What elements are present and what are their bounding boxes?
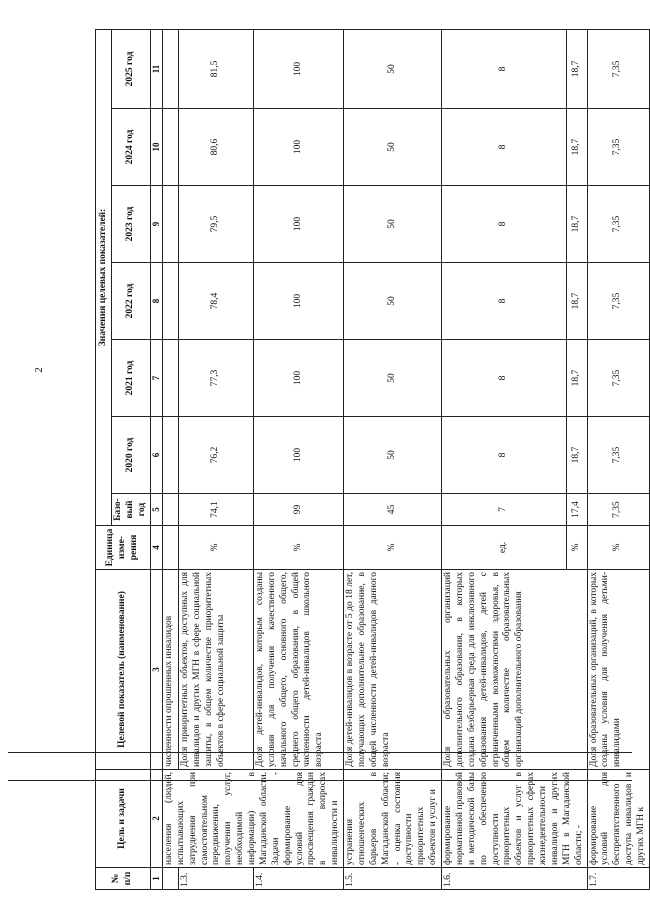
unit-cell: % (179, 526, 254, 570)
indicator-cell: Доля детей-инвалидов, которым созданы условия для получения качественного начального общего, основного общего, среднего общего образования, в общей численности детей-инвалидов школьного возраста (253, 570, 343, 770)
year-value: 76,2 (179, 417, 254, 494)
year-value: 7,35 (587, 340, 649, 417)
base-value: 7,35 (587, 494, 649, 526)
year-value (162, 109, 178, 186)
year-value: 100 (253, 29, 343, 108)
goal-cell: устранения отношенческих барьеров в Магаданской области; - оценка состояния доступности приоритетных объектов и услуг и (344, 770, 442, 868)
year-value: 50 (344, 417, 442, 494)
year-value: 8 (442, 109, 567, 186)
year-value: 18,7 (567, 186, 587, 263)
row-number: 1.7. (587, 868, 649, 890)
unit-cell: % (344, 526, 442, 570)
rotated-table-wrapper (95, 30, 646, 890)
year-value: 50 (344, 29, 442, 108)
year-value: 8 (442, 29, 567, 108)
header-goal: Цель и задачи (96, 770, 151, 868)
year-value: 80,6 (179, 109, 254, 186)
year-value (162, 340, 178, 417)
unit-cell: ед. (442, 526, 567, 570)
year-value: 81,5 (179, 29, 254, 108)
year-value: 50 (344, 186, 442, 263)
unit-cell (162, 526, 178, 570)
year-value (162, 186, 178, 263)
year-value: 50 (344, 263, 442, 340)
year-value (162, 29, 178, 108)
header-year: 2021 год (112, 340, 151, 417)
goal-cell: формирование условий для беспрепятственного доступа инвалидов и других МГН к (587, 770, 649, 868)
header-indicator: Целевой показатель (наименование) (96, 570, 151, 770)
table-row (253, 29, 343, 889)
indicator-cell: Доля образовательных организаций дополнительного образования, в которых создана безбарьерная среда для инклюзивного образования детей-инвалидов, детей с ограниченными возможностями здоровья, в общем количестве образовательных организаций дополнительного образования (442, 570, 588, 770)
col-number: 11 (150, 29, 162, 108)
unit-cell: % (567, 526, 587, 570)
year-value: 18,7 (567, 340, 587, 417)
header-number: № п/п (96, 868, 151, 890)
header-unit: Единица изме-рения (96, 526, 151, 570)
base-value (162, 494, 178, 526)
base-value: 74,1 (179, 494, 254, 526)
row-number: 1.3. (179, 868, 254, 890)
year-value: 100 (253, 186, 343, 263)
year-value: 8 (442, 263, 567, 340)
row-number: 1.4. (253, 868, 343, 890)
unit-cell: % (587, 526, 649, 570)
year-value: 7,35 (587, 186, 649, 263)
goal-cell: населения (людей, испытывающих затруднения при самостоятельном передвижении, получении услуг, необходимой информации) в Магаданской области. Задачи - формирование условий для просвещения граждан в вопросах инвалидности и (162, 770, 343, 868)
table-row (162, 29, 178, 889)
table-row (442, 29, 567, 889)
header-base-year: Базо-вый год (112, 494, 151, 526)
col-number: 4 (150, 526, 162, 570)
year-value: 8 (442, 417, 567, 494)
year-value: 78,4 (179, 263, 254, 340)
header-year: 2022 год (112, 263, 151, 340)
year-value: 7,35 (587, 109, 649, 186)
year-value: 100 (253, 417, 343, 494)
header-values-group: Значения целевых показателей: (96, 29, 112, 525)
indicator-cell: Доля детей-инвалидов в возрасте от 5 до 18 лет, получающих дополнительное образование, в общей численности детей-инвалидов данного возраста (344, 570, 442, 770)
base-value: 7 (442, 494, 567, 526)
col-number: 10 (150, 109, 162, 186)
year-value: 8 (442, 340, 567, 417)
year-value (162, 417, 178, 494)
year-value: 7,35 (587, 417, 649, 494)
col-number: 8 (150, 263, 162, 340)
year-value: 100 (253, 340, 343, 417)
unit-cell: % (253, 526, 343, 570)
table-row (587, 29, 649, 889)
header-year: 2023 год (112, 186, 151, 263)
page-number: 2 (32, 367, 45, 373)
col-number: 9 (150, 186, 162, 263)
row-number (162, 868, 178, 890)
year-value (162, 263, 178, 340)
year-value: 18,7 (567, 263, 587, 340)
year-value: 7,35 (587, 263, 649, 340)
year-value: 7,35 (587, 29, 649, 108)
col-number: 5 (150, 494, 162, 526)
base-value: 99 (253, 494, 343, 526)
col-number: 6 (150, 417, 162, 494)
header-year: 2020 год (112, 417, 151, 494)
base-value: 45 (344, 494, 442, 526)
year-value: 79,5 (179, 186, 254, 263)
indicator-cell: Доля образовательных организаций, в которых созданы условия для получения детьми-инвалидами (587, 570, 649, 770)
row-number: 1.5. (344, 868, 442, 890)
col-number: 1 (150, 868, 162, 890)
col-number: 7 (150, 340, 162, 417)
header-year: 2024 год (112, 109, 151, 186)
column-number-row (150, 29, 162, 889)
year-value: 50 (344, 109, 442, 186)
header-year: 2025 год (112, 29, 151, 108)
year-value: 77,3 (179, 340, 254, 417)
year-value: 18,7 (567, 417, 587, 494)
year-value: 50 (344, 340, 442, 417)
year-value: 18,7 (567, 29, 587, 108)
table-row (344, 29, 442, 889)
indicator-cell: Доля приоритетных объектов, доступных для инвалидов и других МГН в сфере социальной защиты, в общем количестве приоритетных объектов в сфере социальной защиты (179, 570, 254, 770)
indicators-table (95, 29, 650, 890)
indicator-cell: численности опрошенных инвалидов (162, 570, 178, 770)
table-row (179, 29, 254, 889)
year-value: 8 (442, 186, 567, 263)
year-value: 100 (253, 109, 343, 186)
col-number: 3 (150, 570, 162, 770)
row-number: 1.6. (442, 868, 588, 890)
goal-cell: формирование нормативной правовой и методической базы по обеспечению доступности приоритетных объектов и услуг в приоритетных сферах жизнедеятельности инвалидов и других МГН в Магаданской области; - (442, 770, 588, 868)
year-value: 18,7 (567, 109, 587, 186)
base-value: 17,4 (567, 494, 587, 526)
year-value: 100 (253, 263, 343, 340)
col-number: 2 (150, 770, 162, 868)
